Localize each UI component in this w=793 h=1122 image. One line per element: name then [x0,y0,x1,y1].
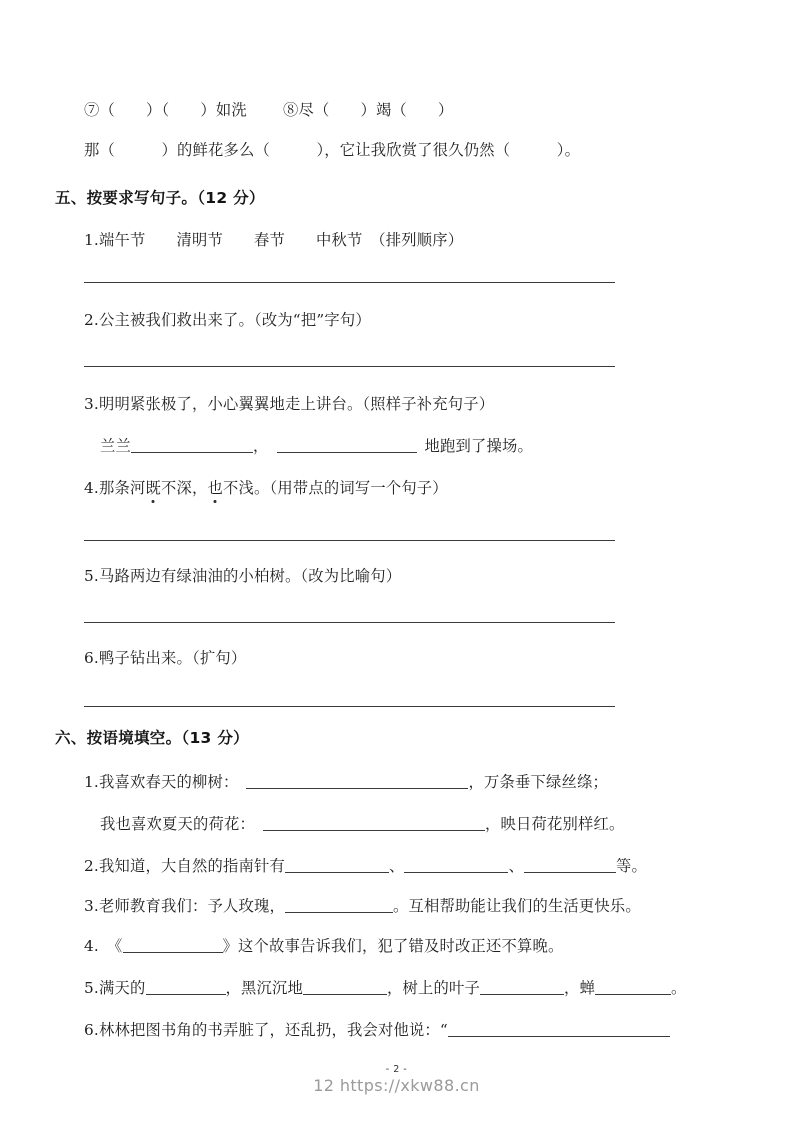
sep-2: 、 [508,857,524,875]
page-number: - 2 - [385,1064,408,1075]
suffix: 。互相帮助能让我们的生活更快乐。 [392,897,641,915]
blank-6-2-c[interactable] [524,857,616,873]
item-number: 6. [84,1021,99,1039]
answer-rule-5-1[interactable] [84,282,615,283]
line-a-prefix: 我喜欢春天的柳树： [99,773,239,791]
section-five-item-5 [84,564,401,586]
section-six-item-4 [84,934,563,956]
section-five-item-3-fill-row [100,434,533,456]
item-number: 4. [84,479,99,497]
section-six-item-1-line-b [100,812,624,834]
prefix: 老师教育我们：予人玫瑰， [99,897,285,915]
carryover-item-8-number: ⑧ [282,101,299,119]
item-number: 5. [84,979,99,997]
section-six-item-5 [84,976,686,998]
section-six-heading: 六、按语境填空。（13 分） [55,729,249,747]
answer-rule-5-6[interactable] [84,706,615,707]
blank-6-3[interactable] [285,897,393,913]
item-text: 鸭子钻出来。（扩句） [99,649,247,667]
blank-6-5-c[interactable] [480,979,564,995]
part-3: ，树上的叶子 [387,979,480,997]
item-text: 公主被我们救出来了。（改为“把”字句） [99,311,371,329]
carryover-item-7-number: ⑦ [84,101,100,119]
blank-6-2-b[interactable] [404,857,508,873]
line-b-prefix: 我也喜欢夏天的荷花： [100,815,255,833]
fill-prefix: 兰兰 [100,437,131,455]
carryover-item-7-text: （ ）（ ）如洗 [99,101,247,119]
prefix: 我知道，大自然的指南针有 [99,857,285,875]
item-text-part-3: 不深， [161,479,208,497]
blank-6-5-b[interactable] [303,979,387,995]
blank-6-1-a[interactable] [246,773,468,789]
answer-rule-5-4[interactable] [84,540,615,541]
item-text-part-5: 不浅。（用带点的词写一个句子） [223,479,448,497]
answer-rule-5-5[interactable] [84,622,615,623]
part-1: 满天的 [99,979,146,997]
fill-suffix: 地跑到了操场。 [424,437,533,455]
item-text: 明明紧张极了，小心翼翼地走上讲台。（照样子补充句子） [99,395,495,413]
section-five-item-1 [84,228,463,250]
blank-6-4[interactable] [123,937,223,953]
item-number: 3. [84,897,99,915]
part-2: ，黑沉沉地 [225,979,303,997]
item-number: 6. [84,649,99,667]
sep-1: 、 [388,857,405,875]
prefix: 林林把图书角的书弄脏了，还乱扔，我会对他说：“ [99,1021,448,1039]
section-six-item-3 [84,894,641,916]
part-5: 。 [670,979,687,997]
section-six-item-6 [84,1018,670,1040]
section-five-item-2 [84,308,371,330]
item-number: 1. [84,773,99,791]
blank-6-6[interactable] [448,1021,670,1037]
part-4: ，蝉 [563,979,595,997]
item-number: 4. [84,937,99,955]
section-six-item-1-line-a [84,770,608,792]
fill-middle: ， [253,437,269,455]
emphasized-char-ji: 既 [146,476,162,498]
emphasized-char-ye: 也 [208,476,224,498]
item-number: 5. [84,567,99,585]
blank-6-5-d[interactable] [595,979,671,995]
item-text-part-1: 那条河 [99,479,146,497]
carryover-item-8-text: 尽（ ）竭（ ） [298,101,454,119]
watermark: 12 https://xkw88.cn [313,1076,480,1095]
blank-6-1-b[interactable] [263,815,485,831]
item-number: 1. [84,231,99,249]
carryover-sentence-row: 那（ ）的鲜花多么（ ），它让我欣赏了很久仍然（ ）。 [84,141,581,159]
item-text: 马路两边有绿油油的小柏树。（改为比喻句） [99,567,402,585]
section-five-heading: 五、按要求写句子。（12 分） [55,189,265,207]
item-text: 端午节 清明节 春节 中秋节 （排列顺序） [99,231,464,249]
blank-5-3-a[interactable] [131,437,253,453]
blank-6-5-a[interactable] [146,979,226,995]
item-number: 2. [84,857,99,875]
section-six-item-2 [84,854,647,876]
item-number: 3. [84,395,99,413]
bracket-close: 》 [222,937,238,955]
blank-5-3-b[interactable] [277,437,417,453]
section-five-item-4 [84,476,448,498]
suffix: 这个故事告诉我们，犯了错及时改正还不算晚。 [238,937,564,955]
suffix: 等。 [615,857,647,875]
prefix-bracket-open: 《 [107,937,123,955]
line-b-suffix: ，映日荷花别样红。 [484,815,625,833]
section-five-item-6 [84,646,246,668]
carryover-item-7-8-row [84,98,453,120]
line-a-suffix: ，万条垂下绿丝绦； [468,773,608,791]
answer-rule-5-2[interactable] [84,366,615,367]
section-five-item-3 [84,392,494,414]
item-number: 2. [84,311,99,329]
blank-6-2-a[interactable] [285,857,389,873]
